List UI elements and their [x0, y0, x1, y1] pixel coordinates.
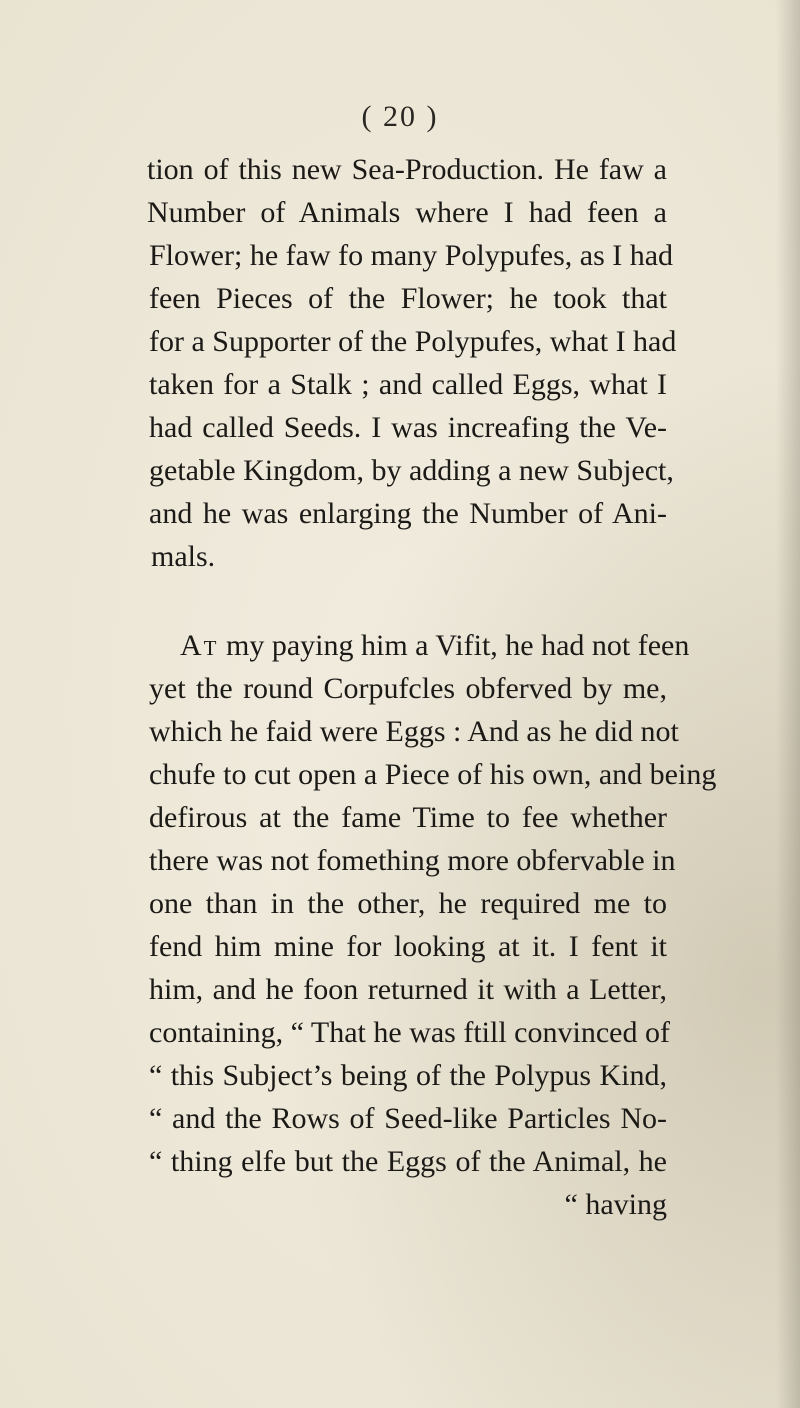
paragraph-opening-line: At my paying him a Vifit, he had not feen — [180, 629, 690, 662]
catchword: “ having — [564, 1188, 667, 1221]
text-line: tion of this new Sea-Production. He faw a — [147, 153, 667, 186]
text-line: Flower; he faw fo many Polypufes, as I had — [149, 239, 674, 272]
text-line: him, and he foon returned it with a Letter, — [149, 973, 667, 1006]
text-line: Number of Animals where I had feen a — [147, 196, 667, 229]
text-line: fend him mine for looking at it. I fent it — [149, 930, 667, 963]
text-line: getable Kingdom, by adding a new Subject, — [149, 454, 674, 487]
page-number: ( 20 ) — [361, 100, 439, 133]
text-line: feen Pieces of the Flower; he took that — [149, 282, 667, 315]
text-line: there was not fomething more obfervable in — [149, 844, 676, 877]
text-line: “ thing elfe but the Eggs of the Animal, he — [149, 1145, 667, 1178]
text-line: yet the round Corpufcles obferved by me, — [149, 672, 667, 705]
text-line: taken for a Stalk ; and called Eggs, what I — [149, 368, 667, 401]
text-line: which he faid were Eggs : And as he did not — [149, 715, 679, 748]
text-line: mals. — [151, 540, 216, 573]
text-line: one than in the other, he required me to — [149, 887, 667, 920]
text-line: “ this Subject’s being of the Polypus Kind, — [149, 1059, 667, 1092]
text-line: had called Seeds. I was increafing the Ve- — [149, 411, 667, 444]
text-line: and he was enlarging the Number of Ani- — [149, 497, 667, 530]
drop-word: At — [180, 629, 219, 662]
page-edge-shadow — [776, 0, 800, 1408]
text-line: for a Supporter of the Polypufes, what I had — [149, 325, 677, 358]
text-line: chufe to cut open a Piece of his own, and being — [149, 758, 717, 791]
text-line: containing, “ That he was ftill convinced of — [149, 1016, 670, 1049]
text-line: defirous at the fame Time to fee whether — [149, 801, 667, 834]
text-line: “ and the Rows of Seed-like Particles No- — [149, 1102, 667, 1135]
